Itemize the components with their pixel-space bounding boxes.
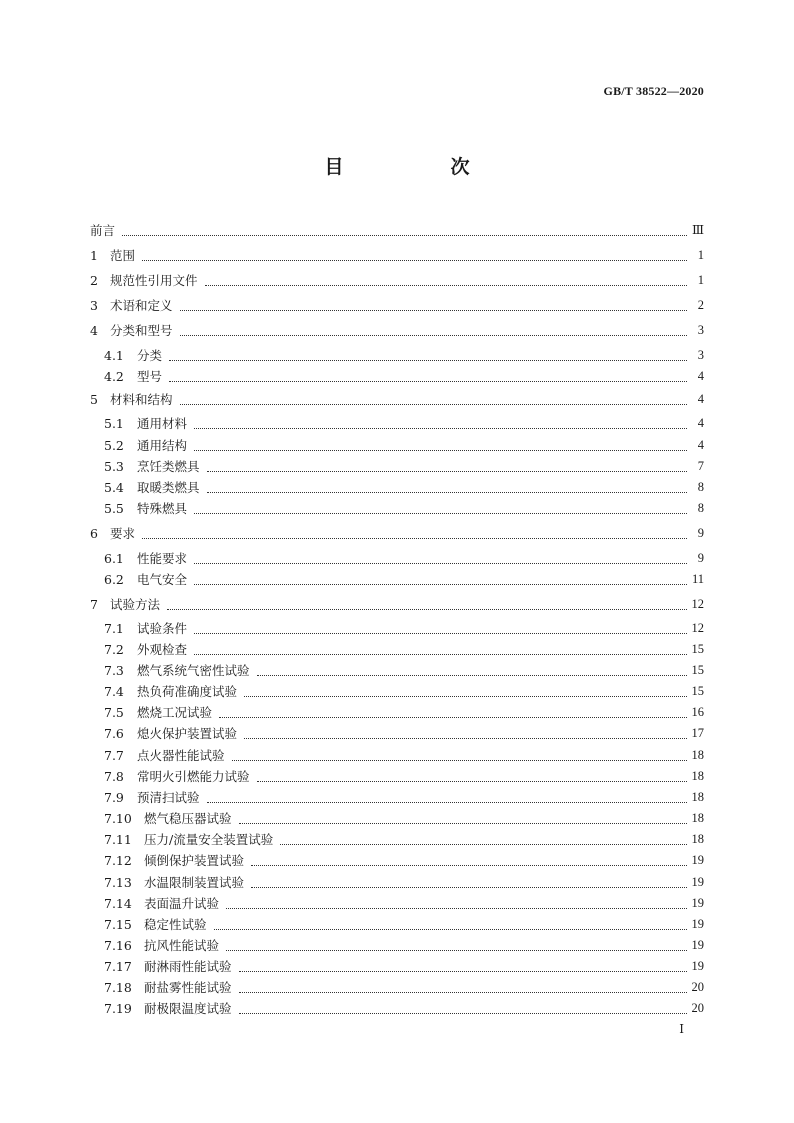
- dot-leader: [142, 538, 687, 539]
- toc-entry-page: 2: [697, 297, 704, 312]
- toc-entry-page: 18: [691, 810, 704, 825]
- toc-entry-number: 7.7: [104, 747, 124, 763]
- toc-entry-number: 5.4: [104, 479, 124, 495]
- page-title: 目 次: [324, 156, 514, 178]
- toc-entry-label: 燃气系统气密性试验: [137, 663, 250, 678]
- toc-entry[interactable]: [90, 936, 704, 954]
- dot-leader: [167, 609, 687, 610]
- toc-entry-label: 试验条件: [137, 621, 188, 636]
- toc-entry[interactable]: [90, 346, 704, 364]
- toc-entry-label: 热负荷准确度试验: [137, 684, 238, 699]
- toc-entry-page: 8: [697, 479, 704, 494]
- toc-entry-page: 3: [697, 322, 704, 337]
- toc-entry[interactable]: [90, 873, 704, 891]
- dot-leader: [169, 360, 687, 361]
- dot-leader: [239, 823, 687, 824]
- toc-entry-label: 通用材料: [137, 416, 188, 431]
- dot-leader: [257, 781, 687, 782]
- toc-entry[interactable]: [90, 321, 704, 339]
- toc-entry-number: 4: [90, 322, 98, 338]
- toc-entry[interactable]: [90, 246, 704, 264]
- standard-code: GB/T 38522—2020: [603, 84, 704, 98]
- toc-entry-label: 范围: [110, 248, 136, 263]
- dot-leader: [194, 584, 687, 585]
- dot-leader: [194, 428, 687, 429]
- toc-entry-number: 7.2: [104, 641, 124, 657]
- toc-entry-label: 取暖类燃具: [137, 480, 200, 495]
- toc-entry[interactable]: [90, 851, 704, 869]
- toc-entry-number: 4.2: [104, 368, 124, 384]
- toc-entry-number: 7.10: [104, 810, 132, 826]
- toc-entry-label: 倾倒保护装置试验: [144, 853, 245, 868]
- toc-entry-page: 20: [691, 1000, 704, 1015]
- dot-leader: [122, 235, 687, 236]
- toc-entry-page: 1: [697, 272, 704, 287]
- toc-entry-page: Ⅲ: [691, 223, 704, 237]
- toc-entry-label: 规范性引用文件: [110, 273, 198, 288]
- dot-leader: [239, 992, 687, 993]
- toc-entry[interactable]: [90, 746, 704, 764]
- toc-entry-number: 7.18: [104, 979, 132, 995]
- toc-entry-number: 5.1: [104, 415, 124, 431]
- toc-entry-number: 5.3: [104, 458, 124, 474]
- dot-leader: [205, 285, 687, 286]
- dot-leader: [244, 738, 687, 739]
- toc-entry-label: 耐盐雾性能试验: [144, 980, 232, 995]
- toc-entry[interactable]: [90, 549, 704, 567]
- toc-entry-page: 19: [691, 937, 704, 952]
- toc-entry-page: 15: [691, 683, 704, 698]
- dot-leader: [251, 865, 687, 866]
- toc-entry-label: 试验方法: [110, 597, 161, 612]
- toc-entry-number: 7.14: [104, 895, 132, 911]
- toc-entry-page: 7: [697, 458, 704, 473]
- toc-entry[interactable]: [90, 703, 704, 721]
- toc-entry-label: 性能要求: [137, 551, 188, 566]
- toc-entry-label: 型号: [137, 369, 163, 384]
- toc-entry-page: 12: [691, 620, 704, 635]
- toc-entry-label: 分类: [137, 348, 163, 363]
- toc-entry-label: 熄火保护装置试验: [137, 726, 238, 741]
- toc-entry-page: 20: [691, 979, 704, 994]
- toc-entry-number: 5: [90, 391, 98, 407]
- toc-entry-number: 7.8: [104, 768, 124, 784]
- toc-entry-page: 18: [691, 768, 704, 783]
- toc-entry-number: 7.9: [104, 789, 124, 805]
- toc-entry-label: 耐淋雨性能试验: [144, 959, 232, 974]
- toc-entry-page: 1: [697, 247, 704, 262]
- dot-leader: [142, 260, 687, 261]
- toc-entry-label: 烹饪类燃具: [137, 459, 200, 474]
- toc-entry-number: 7.11: [104, 831, 132, 847]
- toc-entry[interactable]: [90, 830, 704, 848]
- toc-entry-label: 要求: [110, 526, 136, 541]
- dot-leader: [280, 844, 687, 845]
- toc-entry[interactable]: [90, 595, 704, 613]
- dot-leader: [257, 675, 687, 676]
- toc-entry-label: 材料和结构: [110, 392, 173, 407]
- toc-entry-label: 前言: [90, 223, 116, 238]
- toc-entry-number: 7.16: [104, 937, 132, 953]
- toc-entry-label: 分类和型号: [110, 323, 173, 338]
- toc-entry-label: 抗风性能试验: [144, 938, 220, 953]
- toc-entry[interactable]: [90, 499, 704, 517]
- toc-entry-page: 4: [697, 415, 704, 430]
- dot-leader: [194, 450, 687, 451]
- toc-entry-number: 5.2: [104, 437, 124, 453]
- toc-entry-label: 预清扫试验: [137, 790, 200, 805]
- toc-entry[interactable]: [90, 682, 704, 700]
- toc-entry-number: 6.1: [104, 550, 124, 566]
- dot-leader: [180, 335, 687, 336]
- dot-leader: [244, 696, 687, 697]
- toc-entry-label: 常明火引燃能力试验: [137, 769, 250, 784]
- toc-entry-number: 7.19: [104, 1000, 132, 1016]
- toc-entry-number: 3: [90, 297, 98, 313]
- toc-entry-page: 9: [697, 550, 704, 565]
- toc-entry-page: 9: [697, 525, 704, 540]
- toc-entry-page: 8: [697, 500, 704, 515]
- toc-entry[interactable]: [90, 661, 704, 679]
- dot-leader: [214, 929, 687, 930]
- toc-entry-label: 通用结构: [137, 438, 188, 453]
- toc-entry[interactable]: [90, 619, 704, 637]
- toc-entry[interactable]: [90, 390, 704, 408]
- toc-entry-page: 4: [697, 437, 704, 452]
- toc-entry-label: 水温限制装置试验: [144, 875, 245, 890]
- toc-entry-number: 7.4: [104, 683, 124, 699]
- toc-entry[interactable]: [90, 767, 704, 785]
- dot-leader: [207, 492, 687, 493]
- dot-leader: [194, 513, 687, 514]
- toc-entry-label: 燃烧工况试验: [137, 705, 213, 720]
- dot-leader: [169, 381, 687, 382]
- toc-entry-page: 12: [691, 596, 704, 611]
- toc-entry-label: 外观检查: [137, 642, 188, 657]
- toc-entry-number: 7.3: [104, 662, 124, 678]
- toc-entry-label: 电气安全: [137, 572, 188, 587]
- dot-leader: [226, 908, 687, 909]
- toc-entry-page: 15: [691, 641, 704, 656]
- toc-entry[interactable]: [90, 436, 704, 454]
- dot-leader: [194, 654, 687, 655]
- dot-leader: [207, 802, 687, 803]
- toc-entry-number: 2: [90, 272, 98, 288]
- toc-entry-page: 4: [697, 391, 704, 406]
- dot-leader: [239, 1013, 687, 1014]
- toc-entry-page: 16: [691, 704, 704, 719]
- toc-entry-label: 表面温升试验: [144, 896, 220, 911]
- toc-entry[interactable]: [90, 221, 704, 239]
- toc-entry-number: 6.2: [104, 571, 124, 587]
- toc-entry[interactable]: [90, 724, 704, 742]
- toc-entry-page: 19: [691, 958, 704, 973]
- toc-entry-number: 7.1: [104, 620, 124, 636]
- toc-entry-page: 17: [691, 725, 704, 740]
- dot-leader: [207, 471, 687, 472]
- toc-entry-number: 6: [90, 525, 98, 541]
- toc-entry-page: 19: [691, 916, 704, 931]
- toc-entry[interactable]: [90, 915, 704, 933]
- dot-leader: [180, 404, 687, 405]
- toc-entry-page: 18: [691, 789, 704, 804]
- toc-entry-number: 5.5: [104, 500, 124, 516]
- toc-entry-label: 特殊燃具: [137, 501, 188, 516]
- toc-entry[interactable]: [90, 457, 704, 475]
- toc-entry[interactable]: [90, 524, 704, 542]
- toc-entry[interactable]: [90, 894, 704, 912]
- toc-entry[interactable]: [90, 570, 704, 588]
- toc-entry-number: 7.15: [104, 916, 132, 932]
- toc-entry-page: 18: [691, 747, 704, 762]
- toc-entry-number: 1: [90, 247, 98, 263]
- toc-entry[interactable]: [90, 414, 704, 432]
- toc-entry-number: 7: [90, 596, 98, 612]
- toc-entry-page: 19: [691, 852, 704, 867]
- toc-entry-page: 11: [691, 571, 704, 586]
- toc-entry-label: 耐极限温度试验: [144, 1001, 232, 1016]
- toc-entry[interactable]: [90, 640, 704, 658]
- toc-entry[interactable]: [90, 957, 704, 975]
- toc-entry[interactable]: [90, 478, 704, 496]
- dot-leader: [226, 950, 687, 951]
- toc-entry-label: 术语和定义: [110, 298, 173, 313]
- toc-entry-page: 4: [697, 368, 704, 383]
- dot-leader: [251, 887, 687, 888]
- toc-entry-number: 7.6: [104, 725, 124, 741]
- toc-entry[interactable]: [90, 788, 704, 806]
- toc-entry-page: 19: [691, 895, 704, 910]
- dot-leader: [232, 760, 687, 761]
- toc-entry[interactable]: [90, 367, 704, 385]
- dot-leader: [194, 563, 687, 564]
- toc-entry-number: 7.5: [104, 704, 124, 720]
- toc-entry-label: 点火器性能试验: [137, 748, 225, 763]
- toc-entry-page: 19: [691, 874, 704, 889]
- toc-entry-page: 18: [691, 831, 704, 846]
- toc-entry[interactable]: [90, 296, 704, 314]
- dot-leader: [239, 971, 687, 972]
- toc-entry-number: 7.12: [104, 852, 132, 868]
- toc-entry-page: 3: [697, 347, 704, 362]
- dot-leader: [219, 717, 687, 718]
- toc-entry-label: 稳定性试验: [144, 917, 207, 932]
- toc-entry[interactable]: [90, 809, 704, 827]
- toc-entry-number: 7.17: [104, 958, 132, 974]
- toc-entry-page: 15: [691, 662, 704, 677]
- toc-entry[interactable]: [90, 271, 704, 289]
- toc-entry-label: 燃气稳压器试验: [144, 811, 232, 826]
- page-number: Ⅰ: [679, 1022, 684, 1036]
- toc-entry[interactable]: [90, 999, 704, 1017]
- toc-entry-number: 7.13: [104, 874, 132, 890]
- dot-leader: [194, 633, 687, 634]
- toc-entry[interactable]: [90, 978, 704, 996]
- toc-entry-number: 4.1: [104, 347, 124, 363]
- toc-entry-label: 压力/流量安全装置试验: [144, 832, 274, 847]
- dot-leader: [180, 310, 687, 311]
